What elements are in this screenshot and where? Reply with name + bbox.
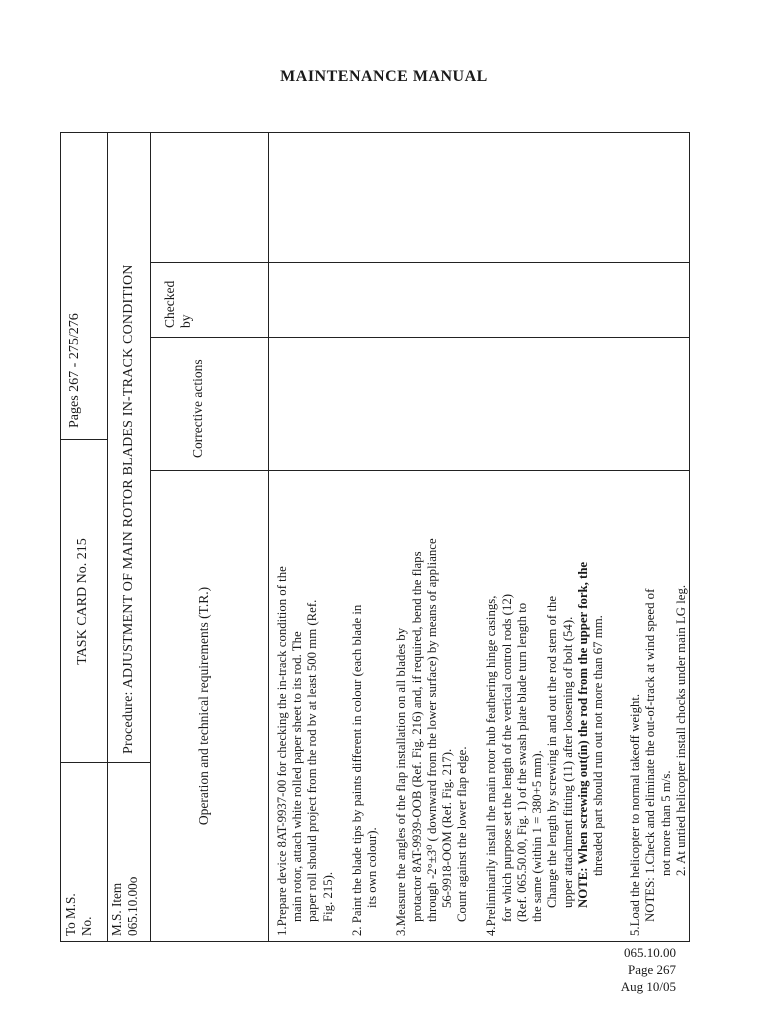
step-4-line-1: 4.Preliminarily install the main rotor hub feathering hinge casings, — [484, 595, 499, 936]
page-footer — [621, 944, 676, 995]
operation-body — [268, 133, 689, 941]
ms-item-value: 065.10.00o — [124, 876, 140, 936]
footer-page: Page 267 — [627, 962, 676, 977]
ms-item-label: M.S. Item — [109, 882, 124, 936]
step-3 — [394, 476, 470, 936]
to-ms-no: No. — [78, 916, 94, 936]
to-ms-cell — [61, 763, 107, 941]
step-2 — [350, 476, 380, 936]
col-operation-header: Operation and technical requirements (T.R.) — [196, 586, 211, 826]
step-3-line-1: 3.Measure the angles of the flap installation on all blades by — [394, 627, 409, 936]
step-4-line-4: the same (within 1 = 380+5 mm). — [530, 750, 545, 922]
step-3-line-5: Count against the lower flap edge. — [455, 746, 470, 922]
ms-item-cell — [107, 763, 143, 941]
task-card-header-row — [61, 133, 108, 941]
pages-range: Pages 267 - 275/276 — [67, 313, 82, 428]
operation-steps — [273, 471, 705, 941]
step-4 — [484, 476, 606, 936]
step-2-line-2: its own colour). — [365, 827, 380, 908]
step-5-line-4: 2. At untied helicopter install chocks under main LG leg. — [673, 584, 688, 876]
footer-code: 065.10.00 — [624, 945, 676, 960]
step-2-line-1: 2. Paint the blade tips by paints different in colour (each blade in — [349, 604, 364, 936]
task-card-wrapper — [60, 132, 690, 942]
step-4-line-3: (Ref. 065.50.00, Fig. 1) of the swash plate blade turn length to — [514, 602, 529, 922]
step-1-line-3: paper roll should project from the rod bv at least 500 mm (Ref. — [305, 599, 320, 922]
step-1-line-1: 1.Prepare device 8AT-9937-00 for checking the in-track condition of the — [275, 566, 289, 936]
step-3-line-4: 56-9918-OOM (Ref. Fig. 217). — [439, 748, 454, 908]
col-corrective-header: Corrective actions — [190, 359, 205, 458]
to-ms-label: To M.S. — [63, 893, 78, 936]
procedure-row — [107, 133, 151, 941]
col-checked-header: Checked by — [162, 280, 194, 328]
step-4-line-5: Change the length by screwing in and out the rod stem of the — [545, 595, 560, 908]
step-5-line-2: NOTES: 1.Check and eliminate the out-of-track at wind speed of — [643, 588, 658, 922]
step-5 — [628, 476, 689, 936]
step-5-line-3: not more than 5 m/s. — [658, 770, 673, 876]
step-4-note: NOTE: When screwing out(in) the rod from the upper fork, the — [575, 561, 590, 908]
task-card — [60, 132, 690, 942]
step-4-line-8: threaded part should run out not more than 67 mm. — [590, 615, 605, 876]
step-3-line-3: through -2°±3⁰ ( downward from the lower surface) by means of appliance — [424, 538, 439, 922]
footer-date: Aug 10/05 — [620, 979, 676, 994]
task-card-title: TASK CARD No. 215 — [75, 538, 90, 665]
step-4-line-2: for which purpose set the length of the vertical control rods (12) — [499, 593, 514, 922]
step-4-line-6: upper attachment fitting (11) after loosening of bolt (54). — [560, 616, 575, 908]
step-3-line-2: protactor 8AT-9939-OOB (Ref. Fig. 216) and, if required, bend the flaps — [409, 551, 424, 922]
step-1 — [275, 476, 336, 936]
manual-title: MAINTENANCE MANUAL — [280, 68, 488, 85]
column-header-row — [150, 133, 269, 941]
procedure-title: Procedure: ADJUSTMENT OF MAIN ROTOR BLADES IN-TRACK CONDITION — [121, 264, 136, 754]
step-5-line-1: 5.Load the helicopter to normal takeoff weight. — [628, 693, 643, 936]
step-1-line-4: Fig. 215). — [320, 871, 335, 922]
step-1-line-2: main rotor, attach white rolled paper sheet to its rod. The — [290, 631, 305, 922]
